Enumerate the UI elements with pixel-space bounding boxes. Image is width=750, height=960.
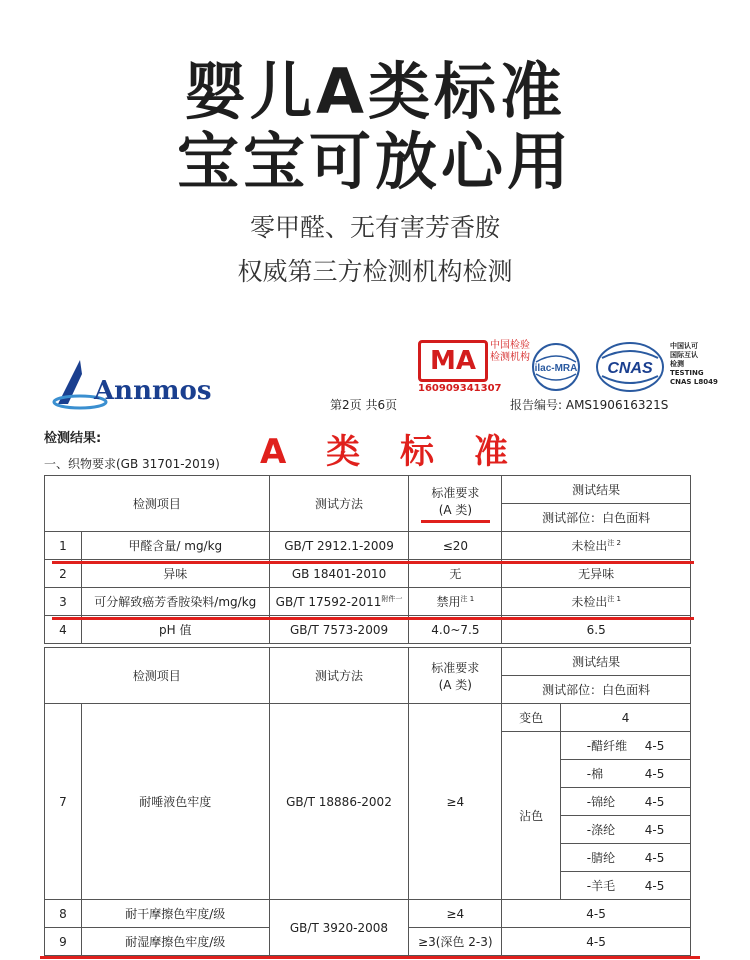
row-result-note: 注 2	[607, 539, 622, 547]
cnas-info-line: 国际互认	[670, 351, 698, 359]
stain-fiber: -羊毛	[586, 879, 616, 893]
row-requirement-value: 禁用	[436, 595, 461, 609]
ilac-mra-logo	[528, 342, 590, 392]
row-number: 4	[45, 616, 82, 644]
stain-cell	[561, 844, 691, 872]
row-method-note: 附件一	[381, 595, 403, 603]
header-item: 检测项目	[45, 476, 270, 532]
staining-label: 沾色	[502, 732, 561, 900]
stain-fiber: -锦纶	[586, 795, 616, 809]
hero-subtitle-2: 权威第三方检测机构检测	[237, 257, 513, 286]
cnas-info-line: 检测	[670, 360, 684, 368]
row-result-value: 未检出	[571, 595, 608, 609]
highlight-line-row3	[52, 617, 694, 620]
color-change-value: 4	[561, 704, 691, 732]
row-method: GB 18401-2010	[269, 560, 409, 588]
page-info: 第2页 共6页	[330, 398, 398, 412]
stain-cell	[561, 788, 691, 816]
row-number: 2	[45, 560, 82, 588]
cma-number: 160909341307	[418, 383, 502, 394]
row-result	[502, 532, 691, 560]
row-result-note: 注 1	[607, 595, 622, 603]
table-row	[45, 704, 691, 732]
header-requirement	[409, 648, 502, 704]
ilac-text: ilac-MRA	[534, 363, 578, 374]
hero-subtitle-1: 零甲醛、无有害芳香胺	[249, 213, 500, 242]
stain-value: 4-5	[644, 767, 665, 781]
header-requirement-class: (A 类)	[421, 501, 490, 523]
row-item: pH 值	[81, 616, 269, 644]
cnas-logo	[596, 340, 666, 394]
row-result: 4-5	[502, 900, 691, 928]
row-item: 耐干摩擦色牢度/级	[81, 900, 269, 928]
row-result: 无异味	[502, 560, 691, 588]
row-number: 3	[45, 588, 82, 616]
stain-value: 4-5	[644, 879, 665, 893]
row-requirement: 4.0~7.5	[409, 616, 502, 644]
row-method-value: GB/T 17592-2011	[275, 595, 382, 609]
cnas-info-line: TESTING	[670, 369, 704, 377]
row-result: 6.5	[502, 616, 691, 644]
results-table-2	[44, 647, 691, 956]
stain-value: 4-5	[644, 739, 665, 753]
table-row	[45, 588, 691, 616]
row-item: 甲醛含量/ mg/kg	[81, 532, 269, 560]
stain-fiber: -棉	[586, 767, 604, 781]
row-method: GB/T 3920-2008	[269, 900, 409, 956]
color-change-label: 变色	[502, 704, 561, 732]
section-title: 检测结果:	[44, 431, 102, 446]
row-item: 异味	[81, 560, 269, 588]
stain-value: 4-5	[644, 795, 665, 809]
row-requirement-note: 注 1	[460, 595, 475, 603]
subsection-title: 一、织物要求(GB 31701-2019)	[44, 457, 220, 471]
annmos-logo	[46, 354, 212, 414]
row-result	[502, 588, 691, 616]
stain-cell	[561, 760, 691, 788]
header-part: 测试部位：白色面料	[502, 504, 691, 532]
row-requirement: ≥4	[409, 704, 502, 900]
hero-title-line2: 宝宝可放心用	[176, 125, 573, 198]
header-part: 测试部位：白色面料	[502, 676, 691, 704]
table-row	[45, 900, 691, 928]
row-requirement: ≤20	[409, 532, 502, 560]
report-number: 报告编号: AMS190616321S	[510, 398, 669, 412]
highlight-line-row1	[52, 561, 694, 564]
header-requirement-class: (A 类)	[438, 677, 472, 692]
row-number: 9	[45, 928, 82, 956]
row-number: 1	[45, 532, 82, 560]
row-requirement: ≥4	[409, 900, 502, 928]
cnas-info	[670, 342, 730, 387]
row-method: GB/T 18886-2002	[269, 704, 409, 900]
header-requirement	[409, 476, 502, 532]
hero-banner	[0, 0, 750, 330]
header-requirement-label: 标准要求	[431, 486, 480, 500]
hero-title-line1: 婴儿A类标准	[184, 55, 566, 128]
stain-fiber: -腈纶	[586, 851, 616, 865]
row-result-value: 未检出	[571, 539, 608, 553]
row-item: 可分解致癌芳香胺染料/mg/kg	[81, 588, 269, 616]
stain-value: 4-5	[644, 823, 665, 837]
stain-cell	[561, 732, 691, 760]
test-report	[0, 330, 750, 960]
row-number: 8	[45, 900, 82, 928]
header-result: 测试结果	[502, 648, 691, 676]
row-result: 4-5	[502, 928, 691, 956]
highlight-line-bottom	[40, 956, 700, 959]
row-item: 耐湿摩擦色牢度/级	[81, 928, 269, 956]
row-number: 7	[45, 704, 82, 900]
cma-mark	[418, 340, 528, 396]
row-item: 耐唾液色牢度	[81, 704, 269, 900]
cnas-text: CNAS	[607, 360, 653, 377]
row-method	[269, 588, 409, 616]
table-row	[45, 532, 691, 560]
header-requirement-label: 标准要求	[431, 660, 480, 675]
row-method: GB/T 2912.1-2009	[269, 532, 409, 560]
header-method: 测试方法	[269, 476, 409, 532]
stain-fiber: -醋纤维	[586, 739, 628, 753]
row-requirement: ≥3(深色 2-3)	[409, 928, 502, 956]
cnas-info-line: 中国认可	[670, 342, 698, 350]
row-requirement: 无	[409, 560, 502, 588]
class-a-label: A 类 标 准	[260, 432, 522, 472]
stain-cell	[561, 816, 691, 844]
header-method: 测试方法	[269, 648, 409, 704]
header-result: 测试结果	[502, 476, 691, 504]
row-method: GB/T 7573-2009	[269, 616, 409, 644]
row-requirement	[409, 588, 502, 616]
header-item: 检测项目	[45, 648, 270, 704]
cma-icon: MA	[418, 340, 488, 382]
cnas-info-line: CNAS L8049	[670, 378, 718, 386]
stain-cell	[561, 872, 691, 900]
annmos-logo-text: Annmos	[94, 376, 212, 406]
stain-fiber: -涤纶	[586, 823, 616, 837]
cma-text: 中国检验检测机构	[490, 340, 530, 363]
stain-value: 4-5	[644, 851, 665, 865]
